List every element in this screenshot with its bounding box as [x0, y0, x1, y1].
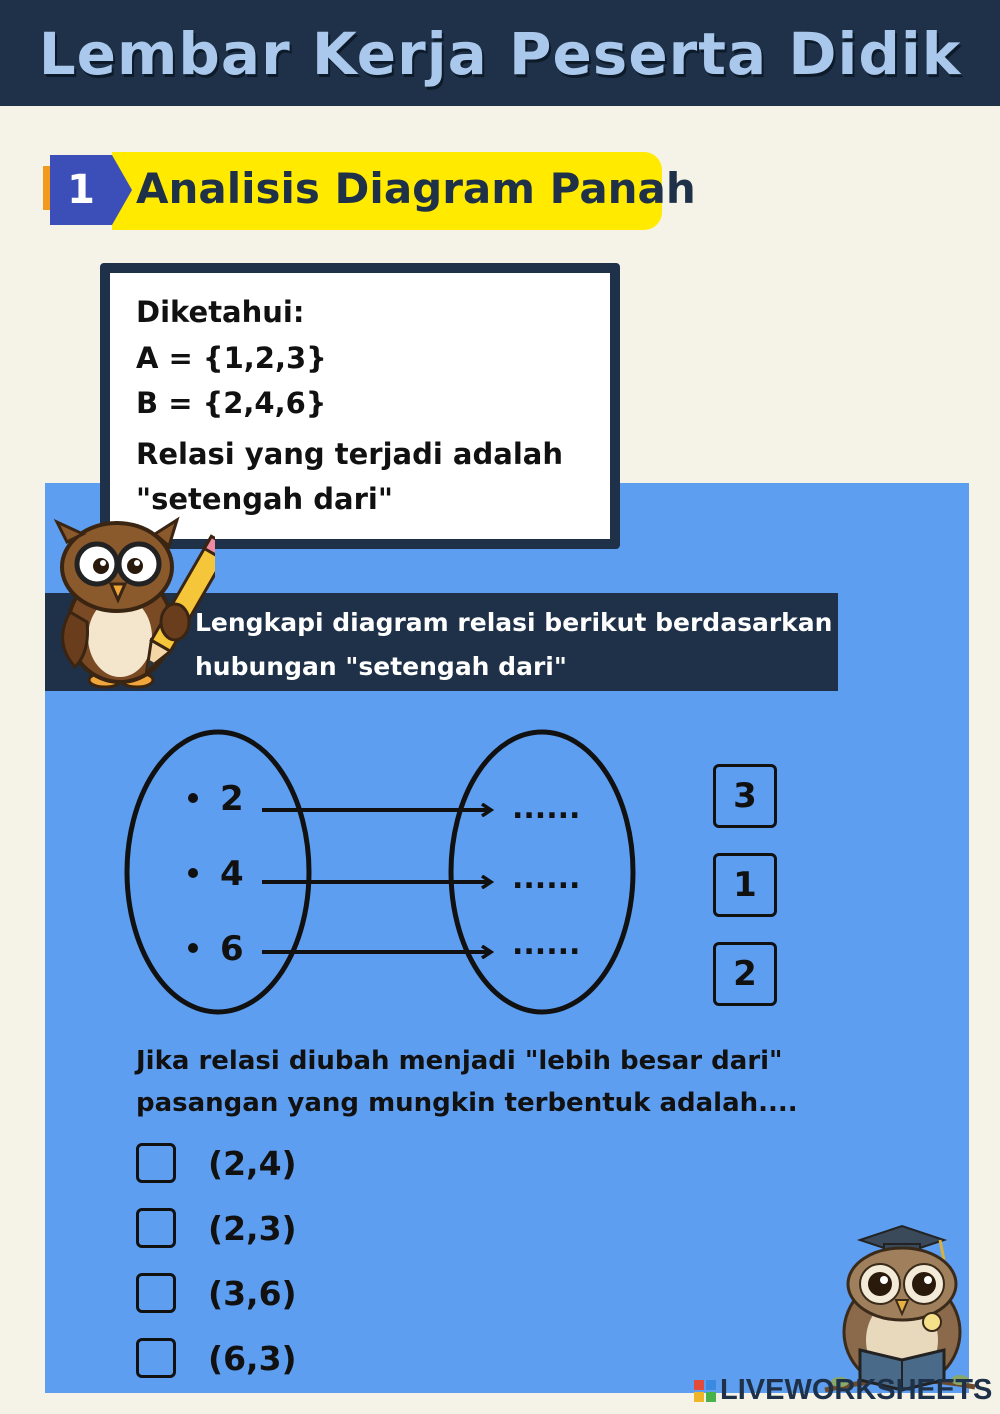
brand-name: LIVEWORKSHEETS [720, 1374, 993, 1406]
domain-bullet [188, 943, 198, 953]
arrow-diagram [110, 720, 670, 1030]
codomain-blank[interactable]: ...... [512, 791, 581, 826]
choice-label: (3,6) [208, 1273, 297, 1313]
domain-element: 6 [220, 929, 244, 969]
header-bar [0, 0, 1000, 106]
page-title: Lembar Kerja Peserta Didik [38, 20, 962, 88]
domain-element: 4 [220, 854, 244, 894]
answer-option-3[interactable]: 3 [713, 764, 777, 828]
codomain-blank[interactable]: ...... [512, 861, 581, 896]
domain-element: 2 [220, 779, 244, 819]
given-set-a: A = {1,2,3} [136, 341, 327, 375]
given-relation-line2: "setengah dari" [136, 482, 393, 516]
choice-item[interactable] [136, 1270, 297, 1316]
choice-checkbox[interactable] [136, 1143, 176, 1183]
domain-bullet [188, 793, 198, 803]
liveworksheets-logo-icon [694, 1380, 716, 1402]
question-line1: Jika relasi diubah menjadi "lebih besar dari" [136, 1046, 783, 1076]
instruction-line1: Lengkapi diagram relasi berikut berdasarkan [195, 608, 833, 637]
codomain-blank[interactable]: ...... [512, 927, 581, 962]
section-number-badge: 1 [50, 155, 112, 225]
choice-label: (2,4) [208, 1143, 297, 1183]
choice-item[interactable] [136, 1205, 297, 1251]
choice-item[interactable] [136, 1140, 297, 1186]
domain-bullet [188, 868, 198, 878]
instruction-text [195, 601, 835, 689]
given-heading: Diketahui: [136, 295, 305, 329]
question-line2: pasangan yang mungkin terbentuk adalah.... [136, 1088, 798, 1118]
owl-with-book-icon [820, 1222, 980, 1397]
instruction-line2: hubungan "setengah dari" [195, 652, 567, 681]
owl-with-pencil-icon [35, 512, 215, 692]
choice-checkbox[interactable] [136, 1273, 176, 1313]
given-info-box [100, 263, 620, 549]
section-title: Analisis Diagram Panah [136, 164, 696, 213]
given-relation-line1: Relasi yang terjadi adalah [136, 437, 563, 471]
answer-option-2[interactable]: 2 [713, 942, 777, 1006]
choice-label: (2,3) [208, 1208, 297, 1248]
given-set-b: B = {2,4,6} [136, 386, 327, 420]
choice-checkbox[interactable] [136, 1208, 176, 1248]
choice-checkbox[interactable] [136, 1338, 176, 1378]
question-text [136, 1040, 856, 1124]
choice-label: (6,3) [208, 1338, 297, 1378]
choice-item[interactable] [136, 1335, 297, 1381]
answer-option-1[interactable]: 1 [713, 853, 777, 917]
section-number-arrow [112, 155, 132, 225]
domain-ellipse [127, 732, 309, 1012]
liveworksheets-brand[interactable] [694, 1374, 992, 1407]
